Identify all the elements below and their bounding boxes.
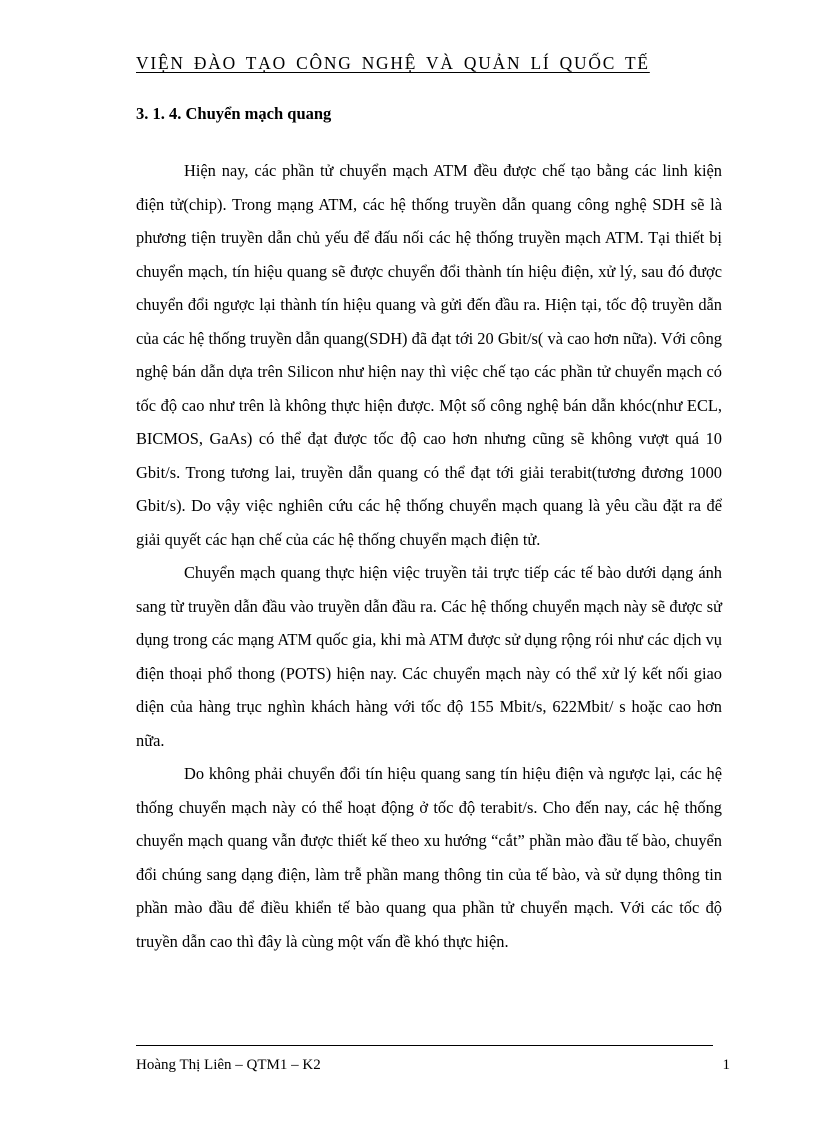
footer-divider xyxy=(136,1045,713,1046)
paragraph-optical-switching: Chuyển mạch quang thực hiện việc truyền tải trực tiếp các tế bào dưới dạng ánh sang từ truyền dẫn đầu vào truyền dẫn đầu ra. Các hệ thống chuyển mạch này sẽ được sử dụng trong các mạng ATM quốc gia, khi mà ATM được sử dụng rộng rói như các dịch vụ điện thoại phổ thong (POTS) hiện nay. Các chuyển mạch này có thể xử lý kết nối giao diện của hàng trục nghìn khách hàng với tốc độ 155 Mbit/s, 622Mbit/ s hoặc cao hơn nữa. xyxy=(136,563,722,750)
section-heading: 3. 1. 4. Chuyển mạch quang xyxy=(136,104,332,123)
paragraph-terabit-operation: Do không phải chuyển đổi tín hiệu quang sang tín hiệu điện và ngược lại, các hệ thống chuyển mạch này có thể hoạt động ở tốc độ terabit/s. Cho đến nay, các hệ thống chuyển mạch quang vẫn được thiết kế theo xu hướng “cắt” phần mào đầu tế bào, chuyển đổi chúng sang dạng điện, làm trễ phần mang thông tin của tế bào, và sử dụng thông tin phần mào đầu để điều khiển tế bào quang qua phần tử chuyển mạch. Với các tốc độ truyền dẫn cao thì đây là cùng một vấn đề khó thực hiện. xyxy=(136,764,722,951)
paragraph-atm-switching: Hiện nay, các phần tử chuyển mạch ATM đều được chế tạo bằng các linh kiện điện tử(chip). Trong mạng ATM, các hệ thống truyền dẫn quang công nghệ SDH sẽ là phương tiện truyền dẫn chủ yếu để đấu nối các hệ thống truyền mạch ATM. Tại thiết bị chuyển mạch, tín hiệu quang sẽ được chuyển đổi thành tín hiệu điện, xử lý, sau đó được chuyển đổi ngược lại thành tín hiệu quang và gửi đến đầu ra. Hiện tại, tốc độ truyền dẫn của các hệ thống truyền dẫn quang(SDH) đã đạt tới 20 Gbit/s( và cao hơn nữa). Với công nghệ bán dẫn dựa trên Silicon như hiện nay thì việc chế tạo các phần tử chuyển mạch có tốc độ cao như trên là không thực hiện được. Một số công nghệ bán dẫn khóc(như ECL, BICMOS, GaAs) có thể đạt được tốc độ cao hơn nhưng cũng sẽ không vượt quá 10 Gbit/s. Trong tương lai, truyền dẫn quang có thể đạt tới giải terabit(tương đương 1000 Gbit/s). Do vậy việc nghiên cứu các hệ thống chuyển mạch quang là yêu cầu đặt ra để giải quyết các hạn chế của các hệ thống chuyển mạch điện tử. xyxy=(136,161,722,549)
section-body xyxy=(136,154,722,958)
running-header: VIỆN ĐÀO TẠO CÔNG NGHỆ VÀ QUẢN LÍ QUỐC TẾ xyxy=(136,53,650,73)
page-number: 1 xyxy=(722,1057,730,1073)
footer-author: Hoàng Thị Liên – QTM1 – K2 xyxy=(136,1057,321,1073)
